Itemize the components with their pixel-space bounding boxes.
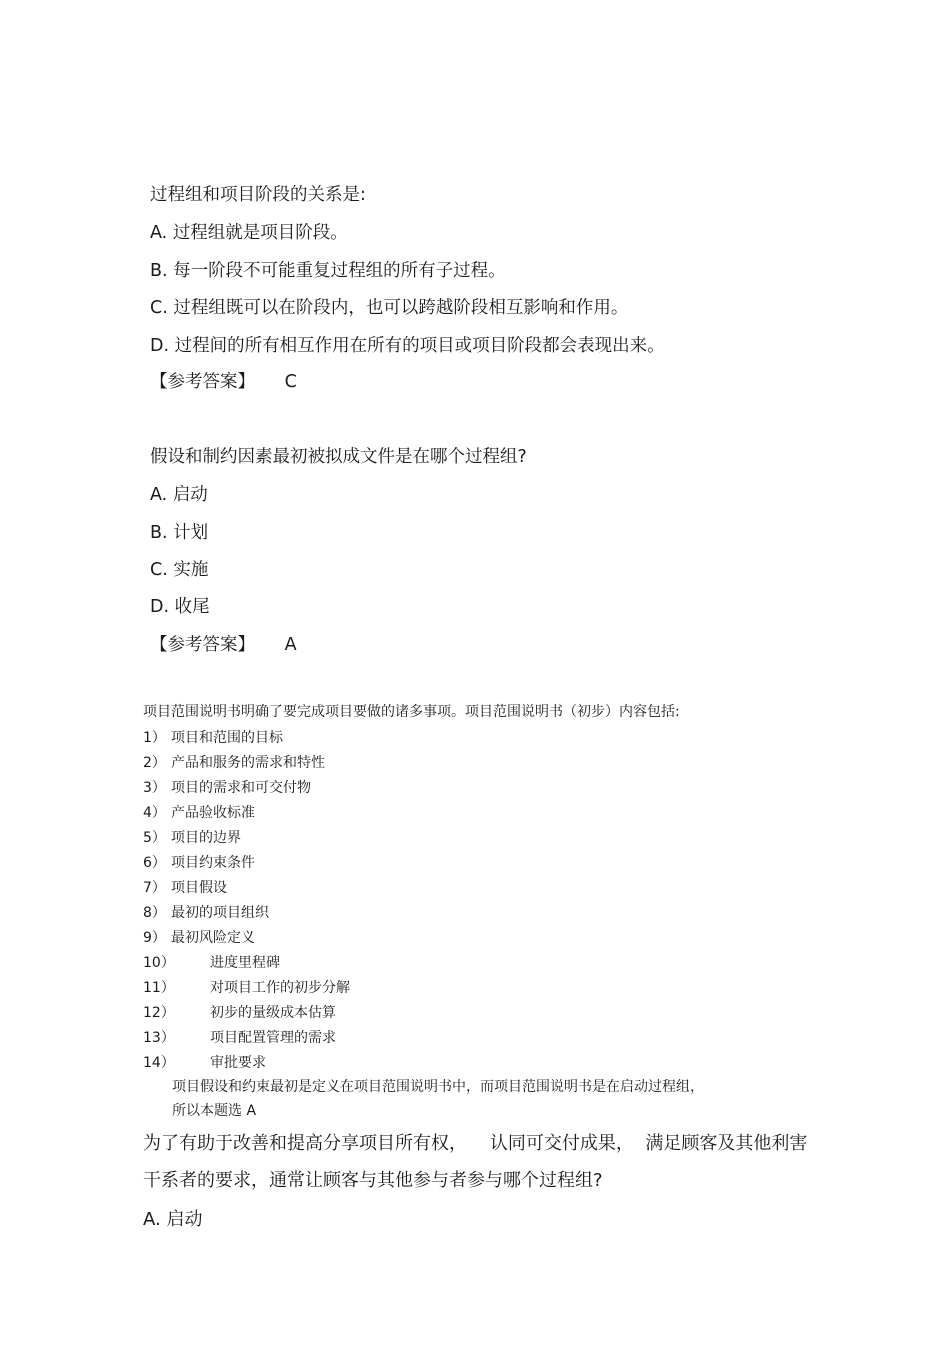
question2-option-d [150, 599, 210, 617]
list-item [143, 856, 255, 870]
item-number: 9） [143, 930, 166, 946]
option-text: 计划 [173, 523, 209, 543]
option-text: 收尾 [174, 597, 210, 617]
item-number: 3） [143, 780, 166, 796]
item-number: 2） [143, 755, 166, 771]
answer-label: 【参考答案】 [150, 635, 255, 655]
option-letter: D. [150, 336, 170, 356]
item-text: 项目假设 [171, 880, 227, 896]
list-item [143, 806, 255, 820]
list-item [143, 731, 283, 745]
item-text: 项目的需求和可交付物 [171, 780, 311, 796]
option-letter: A. [150, 223, 168, 243]
item-text: 初步的量级成本估算 [210, 1005, 336, 1021]
option-text: 过程组就是项目阶段。 [172, 223, 348, 243]
list-item [143, 781, 311, 795]
question3-stem: 干系者的要求，通常让顾客与其他参与者参与哪个过程组? [143, 1170, 603, 1191]
option-text: 每一阶段不可能重复过程组的所有子过程。 [173, 261, 506, 281]
option-text: 过程组既可以在阶段内，也可以跨越阶段相互影响和作用。 [173, 298, 629, 318]
question1-option-c [150, 300, 628, 318]
list-item [143, 956, 280, 970]
item-text: 进度里程碑 [210, 955, 280, 971]
item-text: 项目配置管理的需求 [210, 1030, 336, 1046]
option-text: 启动 [166, 1209, 203, 1230]
list-item [143, 1031, 336, 1045]
option-text: 过程间的所有相互作用在所有的项目或项目阶段都会表现出来。 [174, 336, 665, 356]
list-item [143, 881, 227, 895]
list-item [143, 756, 325, 770]
item-text: 项目的边界 [171, 830, 241, 846]
question1-answer [150, 374, 297, 392]
question2-answer [150, 637, 297, 655]
item-number: 6） [143, 855, 166, 871]
item-text: 最初的项目组织 [171, 905, 269, 921]
item-number: 13） [143, 1030, 175, 1046]
list-item [143, 1056, 266, 1070]
item-text: 产品和服务的需求和特性 [171, 755, 325, 771]
option-letter: A. [143, 1209, 161, 1230]
list-item [143, 906, 269, 920]
item-text: 最初风险定义 [171, 930, 255, 946]
question2-option-c [150, 562, 208, 580]
question2-option-b [150, 525, 208, 543]
option-letter: A. [150, 485, 168, 505]
item-number: 12） [143, 1005, 175, 1021]
option-letter: C. [150, 560, 168, 580]
item-text: 项目和范围的目标 [171, 730, 283, 746]
question3-option-a [143, 1211, 202, 1229]
item-text: 对项目工作的初步分解 [210, 980, 350, 996]
answer-value: A [284, 635, 297, 655]
list-item [143, 831, 241, 845]
item-number: 14） [143, 1055, 175, 1071]
question3-stem: 为了有助于改善和提高分享项目所有权， 认同可交付成果， 满足顾客及其他利害 [143, 1133, 808, 1154]
option-letter: B. [150, 523, 168, 543]
explanation-intro: 项目范围说明书明确了要完成项目要做的诸多事项。项目范围说明书（初步）内容包括: [143, 704, 680, 720]
item-number: 11） [143, 980, 175, 996]
question2-stem: 假设和制约因素最初被拟成文件是在哪个过程组? [150, 447, 527, 467]
question1-option-d [150, 338, 665, 356]
list-item [143, 981, 350, 995]
item-text: 产品验收标准 [171, 805, 255, 821]
item-number: 4） [143, 805, 166, 821]
item-text: 审批要求 [210, 1055, 266, 1071]
explanation-conclusion: 项目假设和约束最初是定义在项目范围说明书中，而项目范围说明书是在启动过程组， [172, 1079, 704, 1095]
item-number: 7） [143, 880, 166, 896]
question1-option-b [150, 263, 506, 281]
item-number: 5） [143, 830, 166, 846]
answer-value: C [284, 372, 297, 392]
option-letter: B. [150, 261, 168, 281]
answer-label: 【参考答案】 [150, 372, 255, 392]
question1-stem: 过程组和项目阶段的关系是: [150, 185, 366, 205]
question1-option-a [150, 225, 348, 243]
item-number: 1） [143, 730, 166, 746]
explanation-conclusion: 所以本题选 A [172, 1103, 257, 1119]
item-number: 8） [143, 905, 166, 921]
item-text: 项目约束条件 [171, 855, 255, 871]
list-item [143, 1006, 336, 1020]
option-text: 实施 [173, 560, 209, 580]
option-text: 启动 [172, 485, 208, 505]
option-letter: D. [150, 597, 170, 617]
item-number: 10） [143, 955, 175, 971]
option-letter: C. [150, 298, 168, 318]
question2-option-a [150, 487, 208, 505]
list-item [143, 931, 255, 945]
